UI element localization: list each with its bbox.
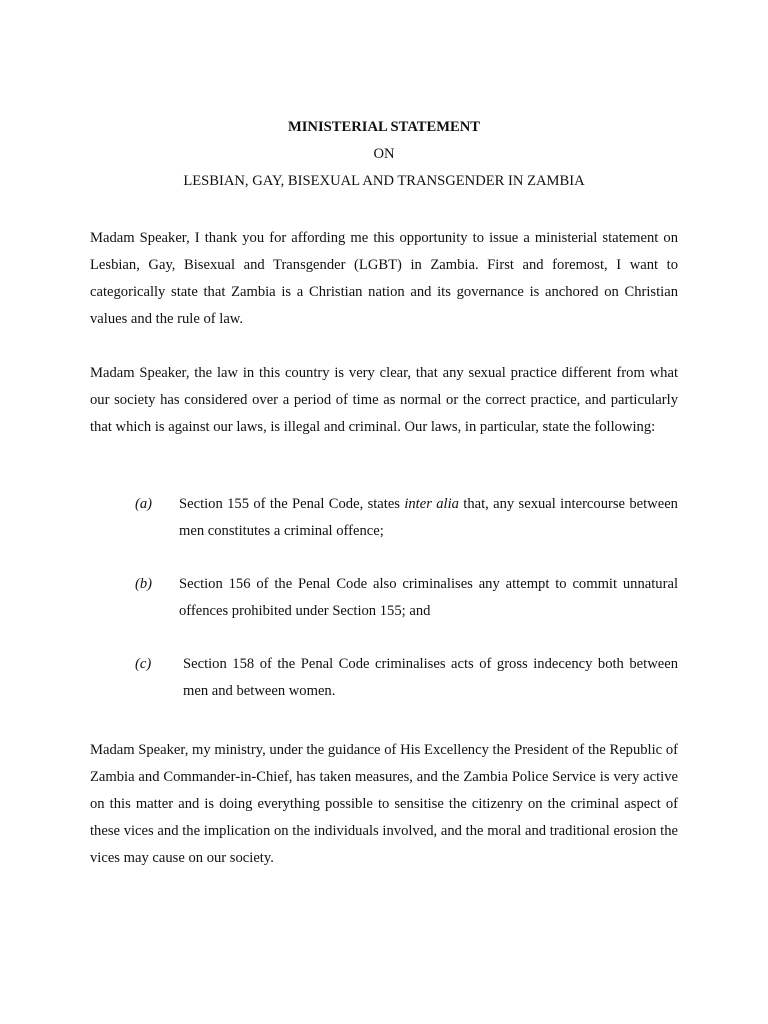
- latin-phrase: inter alia: [404, 496, 459, 512]
- list-item-text-part: Section 155 of the Penal Code, states: [179, 496, 405, 512]
- document-title: MINISTERIAL STATEMENT: [287, 119, 481, 135]
- paragraph-intro: Madam Speaker, I thank you for affording me this opportunity to issue a ministerial statement on Lesbian, Gay, Bisexual and Transgender (LGBT) in Zambia. First and foremost, I want to categorically state that Zambia is a Christian nation and its governance is anchored on Christian values and the rule of law.: [90, 230, 678, 327]
- paragraph-ministry: Madam Speaker, my ministry, under the guidance of His Excellency the President of the Republic of Zambia and Commander-in-Chief, has taken measures, and the Zambia Police Service is very active on this matter and is doing everything possible to sensitise the citizenry on the criminal aspect of these vices and the implication on the individuals involved, and the moral and traditional erosion the vices may cause on our society.: [90, 742, 678, 866]
- document-subtitle-topic: LESBIAN, GAY, BISEXUAL AND TRANSGENDER IN ZAMBIA: [183, 173, 585, 189]
- list-item-text-part: that, any sexual intercourse between men constitutes a criminal offence;: [179, 496, 678, 539]
- document-subtitle-on: ON: [373, 146, 395, 162]
- list-marker: (b): [135, 576, 153, 592]
- list-marker: (a): [135, 496, 153, 512]
- list-item-text: Section 158 of the Penal Code criminalises acts of gross indecency both between men and between women.: [183, 656, 678, 699]
- list-item-text: Section 156 of the Penal Code also criminalises any attempt to commit unnatural offences prohibited under Section 155; and: [179, 576, 678, 619]
- list-item-text: [179, 491, 678, 545]
- list-marker: (c): [135, 656, 152, 672]
- paragraph-law: Madam Speaker, the law in this country is very clear, that any sexual practice different from what our society has considered over a period of time as normal or the correct practice, and particularly that which is against our laws, is illegal and criminal. Our laws, in particular, state the following:: [90, 365, 678, 435]
